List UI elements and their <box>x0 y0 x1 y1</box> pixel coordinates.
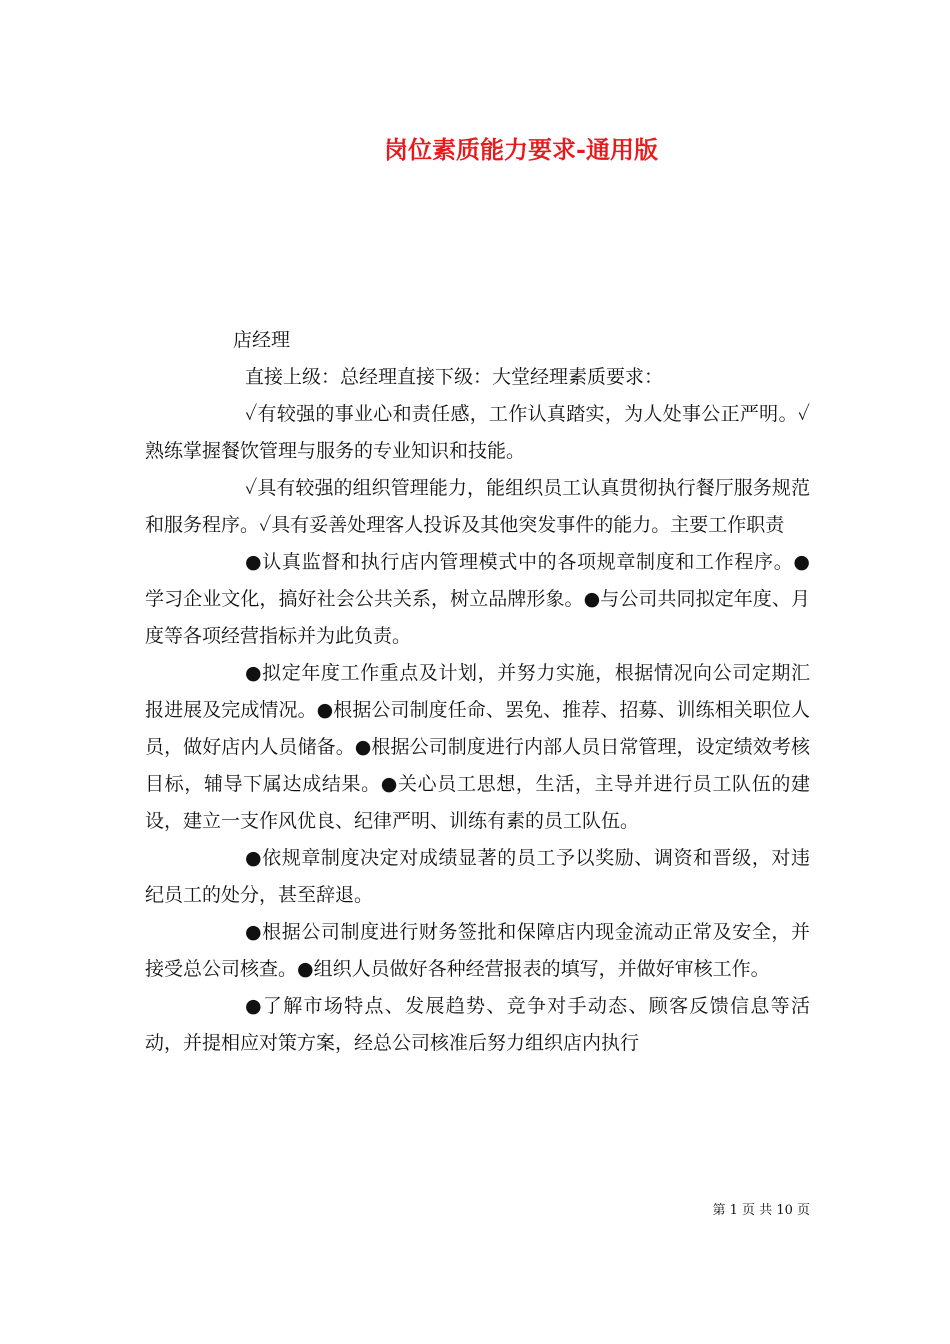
paragraph: ●根据公司制度进行财务签批和保障店内现金流动正常及安全，并接受总公司核查。●组织人员做好各种经营报表的填写，并做好审核工作。 <box>145 921 810 980</box>
paragraph: ●依规章制度决定对成绩显著的员工予以奖励、调资和晋级，对违纪员工的处分，甚至辞退。 <box>145 847 810 906</box>
paragraph: 直接上级：总经理直接下级：大堂经理素质要求： <box>245 366 664 388</box>
page-footer: 第 1 页 共 10 页 <box>712 1203 810 1218</box>
paragraph: ●认真监督和执行店内管理模式中的各项规章制度和工作程序。●学习企业文化，搞好社会公共关系，树立品牌形象。●与公司共同拟定年度、月度等各项经营指标并为此负责。 <box>145 551 810 647</box>
page-title: 岗位素质能力要求-通用版 <box>384 135 658 164</box>
job-title: 店经理 <box>233 329 291 351</box>
paragraph: ●了解市场特点、发展趋势、竞争对手动态、顾客反馈信息等活动，并提相应对策方案，经总公司核准后努力组织店内执行 <box>145 995 810 1054</box>
paragraph: ✓具有较强的组织管理能力，能组织员工认真贯彻执行餐厅服务规范和服务程序。✓具有妥善处理客人投诉及其他突发事件的能力。主要工作职责 <box>145 477 810 536</box>
paragraph: ✓有较强的事业心和责任感，工作认真踏实，为人处事公正严明。✓熟练掌握餐饮管理与服务的专业知识和技能。 <box>145 403 810 462</box>
paragraph: ●拟定年度工作重点及计划，并努力实施，根据情况向公司定期汇报进展及完成情况。●根据公司制度任命、罢免、推荐、招募、训练相关职位人员，做好店内人员储备。●根据公司制度进行内部人员日常管理，设定绩效考核目标，辅导下属达成结果。●关心员工思想，生活，主导并进行员工队伍的建设，建立一支作风优良、纪律严明、训练有素的员工队伍。 <box>145 662 810 832</box>
document-body <box>145 322 810 1062</box>
